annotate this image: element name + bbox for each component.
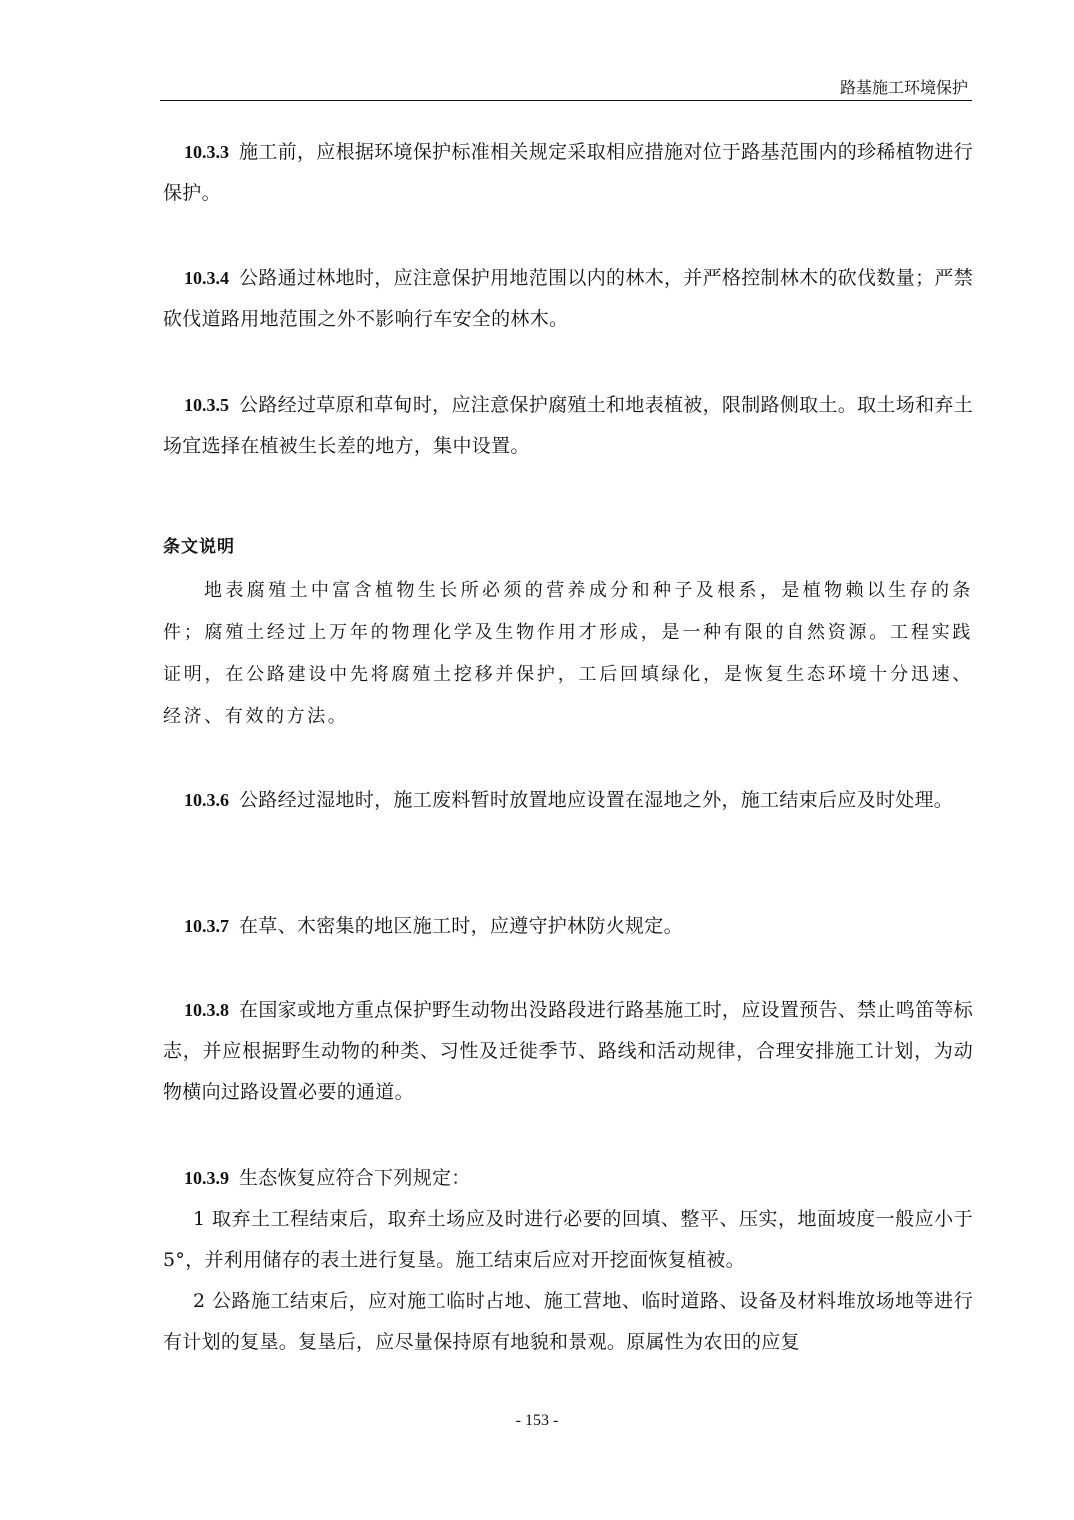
clause-number: 10.3.9 <box>184 1168 229 1188</box>
clause-explanation <box>163 534 973 738</box>
clause-number: 10.3.5 <box>184 395 229 415</box>
header-rule <box>160 100 972 101</box>
clause-10-3-3 <box>163 132 973 214</box>
list-item <box>163 1281 973 1363</box>
clause-text: 公路经过湿地时，施工废料暂时放置地应设置在湿地之外，施工结束后应及时处理。 <box>239 789 954 811</box>
clause-10-3-6 <box>163 780 973 821</box>
item-text: 公路施工结束后，应对施工临时占地、施工营地、临时道路、设备及材料堆放场地等进行有计划的复垦。复垦后，应尽量保持原有地貌和景观。原属性为农田的应复 <box>163 1290 973 1353</box>
clause-paragraph <box>163 132 973 214</box>
clause-paragraph <box>163 990 973 1113</box>
page-number: - 153 - <box>515 1412 559 1429</box>
clause-text: 生态恢复应符合下列规定： <box>239 1167 471 1189</box>
list-item <box>163 1199 973 1281</box>
clause-10-3-7 <box>163 906 973 947</box>
item-number: 2 <box>193 1290 206 1312</box>
clause-text: 在草、木密集的地区施工时，应遵守护林防火规定。 <box>239 915 683 937</box>
clause-text: 施工前，应根据环境保护标准相关规定采取相应措施对位于路基范围内的珍稀植物进行保护。 <box>163 141 973 204</box>
clause-paragraph <box>163 780 973 821</box>
clause-number: 10.3.4 <box>184 268 229 288</box>
explanation-title: 条文说明 <box>163 537 235 557</box>
clause-number: 10.3.7 <box>184 916 229 936</box>
item-number: 1 <box>193 1208 206 1230</box>
clause-paragraph <box>163 385 973 467</box>
clause-number: 10.3.8 <box>184 1000 229 1020</box>
clause-10-3-4 <box>163 258 973 340</box>
explanation-body: 地表腐殖土中富含植物生长所必须的营养成分和种子及根系，是植物赖以生存的条件；腐殖土经过上万年的物理化学及生物作用才形成，是一种有限的自然资源。工程实践证明，在公路建设中先将腐殖土挖移并保护，工后回填绿化，是恢复生态环境十分迅速、经济、有效的方法。 <box>163 580 973 727</box>
clause-text: 在国家或地方重点保护野生动物出没路段进行路基施工时，应设置预告、禁止鸣笛等标志，并应根据野生动物的种类、习性及迁徙季节、路线和活动规律，合理安排施工计划，为动物横向过路设置必要的通道。 <box>163 999 973 1103</box>
clause-text: 公路经过草原和草甸时，应注意保护腐殖土和地表植被，限制路侧取土。取土场和弃土场宜选择在植被生长差的地方，集中设置。 <box>163 394 973 457</box>
clause-number: 10.3.6 <box>184 790 229 810</box>
clause-10-3-5 <box>163 385 973 467</box>
clause-paragraph <box>163 258 973 340</box>
clause-10-3-9 <box>163 1158 973 1363</box>
item-text: 取弃土工程结束后，取弃土场应及时进行必要的回填、整平、压实，地面坡度一般应小于 5°，并利用储存的表土进行复垦。施工结束后应对开挖面恢复植被。 <box>163 1208 973 1271</box>
running-header-title: 路基施工环境保护 <box>839 78 968 97</box>
clause-text: 公路通过林地时，应注意保护用地范围以内的林木，并严格控制林木的砍伐数量；严禁砍伐道路用地范围之外不影响行车安全的林木。 <box>163 267 973 330</box>
clause-number: 10.3.3 <box>184 142 229 162</box>
clause-paragraph <box>163 1158 973 1199</box>
clause-paragraph <box>163 906 973 947</box>
clause-10-3-8 <box>163 990 973 1113</box>
